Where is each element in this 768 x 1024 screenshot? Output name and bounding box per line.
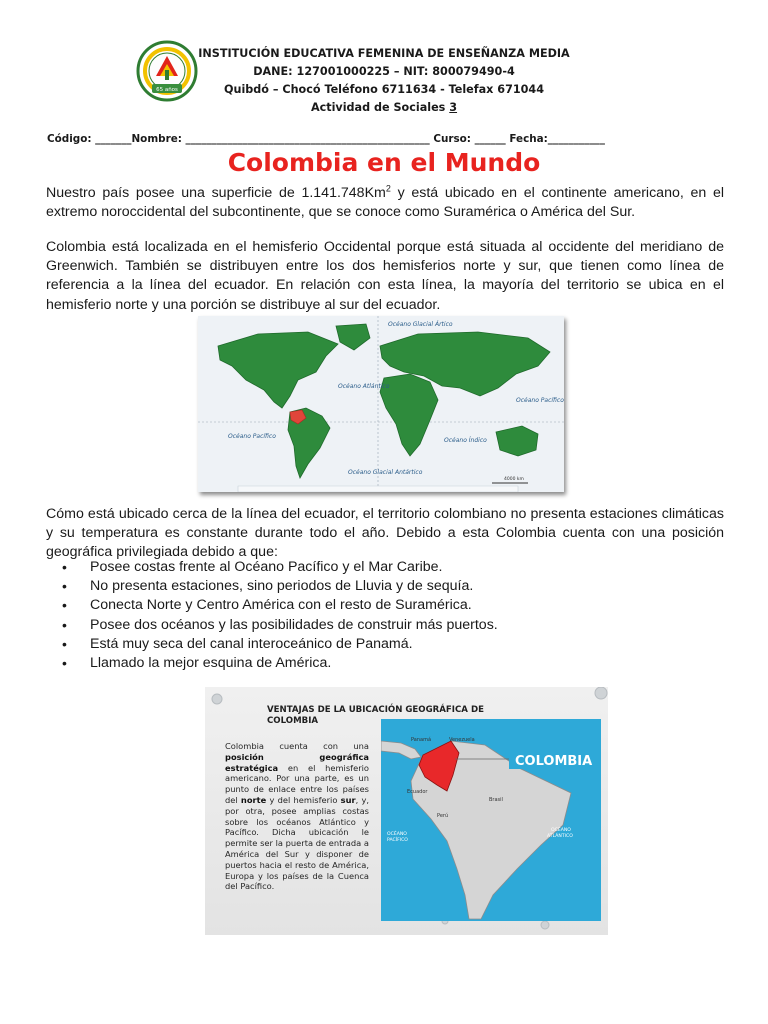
page-title: Colombia en el Mundo (227, 148, 541, 177)
panel-title-line2: COLOMBIA (267, 715, 319, 726)
label-panama: Panamá (411, 737, 432, 743)
panel-title-line1: VENTAJAS DE LA UBICACIÓN GEOGRÁFICA DE (267, 705, 484, 715)
geographic-advantages-panel (205, 687, 608, 935)
label-peru: Perú (437, 813, 449, 819)
label-pacific-line2: PACÍFICO (387, 838, 408, 843)
panel-description: Colombia cuenta con una posición geográfica estratégica en el hemisferio americano. Por una parte, es un punto de enlace entre los países del norte y del hemisferio sur, y, por otra, posee amplias costas sobre los océanos Atlántico y Pacífico. Dicha ubicación le permite ser la puerta de entrada a América del Sur y disponer de puertos hacia el resto de América, Europa y los países de la Cuenca del Pacífico. (225, 741, 369, 892)
label-antarctic: Océano Glacial Antártico (348, 469, 423, 476)
paragraph-climate: Cómo está ubicado cerca de la línea del ecuador, el territorio colombiano no presenta estaciones climáticas y su temperatura es constante durante todo el año. Debido a esta Colombia cuenta con una posición geográfica privilegiada debido a que: (46, 506, 724, 561)
student-form-line: Código: _______Nombre: _______________________________________________ Curso: ______ Fecha:___________ (47, 133, 605, 145)
list-item: • No presenta estaciones, sino periodos de Lluvia y de sequía. (62, 577, 722, 596)
list-item: • Posee costas frente al Océano Pacífico y el Mar Caribe. (62, 558, 722, 577)
institution-ids: DANE: 127001000225 – NIT: 800079490-4 (253, 65, 515, 78)
label-arctic: Océano Glacial Ártico (388, 321, 453, 328)
advantages-list (62, 558, 722, 673)
school-logo-icon (136, 40, 198, 102)
label-pacific-east: Océano Pacífico (516, 397, 564, 404)
label-brasil: Brasil (489, 797, 503, 803)
list-item: • Posee dos océanos y las posibilidades de construir más puertos. (62, 616, 722, 635)
logo-caption: 65 años (156, 87, 178, 93)
list-item: • Conecta Norte y Centro América con el resto de Suramérica. (62, 596, 722, 615)
label-venezuela: Venezuela (449, 737, 475, 743)
paragraph-intro: Nuestro país posee una superficie de 1.141.748Km$^2$ y está ubicado en el continente americano, en el extremo noroccidental del subcontinente, que se conoce como Suramérica o América del Sur. (46, 183, 724, 221)
list-item: • Está muy seca del canal interoceánico de Panamá. (62, 635, 722, 654)
map-banner-colombia: COLOMBIA (515, 754, 593, 769)
document-header (0, 0, 768, 130)
label-pacific-west: Océano Pacífico (228, 433, 276, 440)
label-ecuador: Ecuador (407, 789, 428, 795)
activity-number: 3 (449, 101, 458, 114)
paragraph-hemispheres: Colombia está localizada en el hemisferio Occidental porque está situada al occidente del meridiano de Greenwich. También se distribuyen entre los dos hemisferios norte y sur, que tienen como línea de referencia a la línea del ecuador. En relación con esta línea, la mayoría del territorio se ubica en el hemisferio norte y una porción se distribuye al sur del ecuador. (46, 239, 724, 313)
label-atlantic: Océano Atlántico (338, 383, 390, 390)
south-america-map (381, 719, 601, 921)
list-item: • Llamado la mejor esquina de América. (62, 654, 722, 673)
label-atlantic-line1: OCÉANO (551, 828, 571, 833)
label-pacific-line1: OCÉANO (387, 832, 407, 837)
label-indian: Océano Índico (444, 437, 487, 444)
institution-name: INSTITUCIÓN EDUCATIVA FEMENINA DE ENSEÑANZA MEDIA (198, 47, 570, 60)
activity-label (196, 99, 572, 117)
activity-prefix: Actividad de Sociales (310, 101, 450, 114)
label-atlantic-line2: ATLÁNTICO (547, 834, 573, 839)
world-map (198, 316, 564, 492)
label-scale: 4000 km (504, 477, 524, 482)
antarctica-shape (238, 486, 518, 492)
institution-contact: Quibdó – Chocó Teléfono 6711634 - Telefax 671044 (223, 83, 545, 96)
